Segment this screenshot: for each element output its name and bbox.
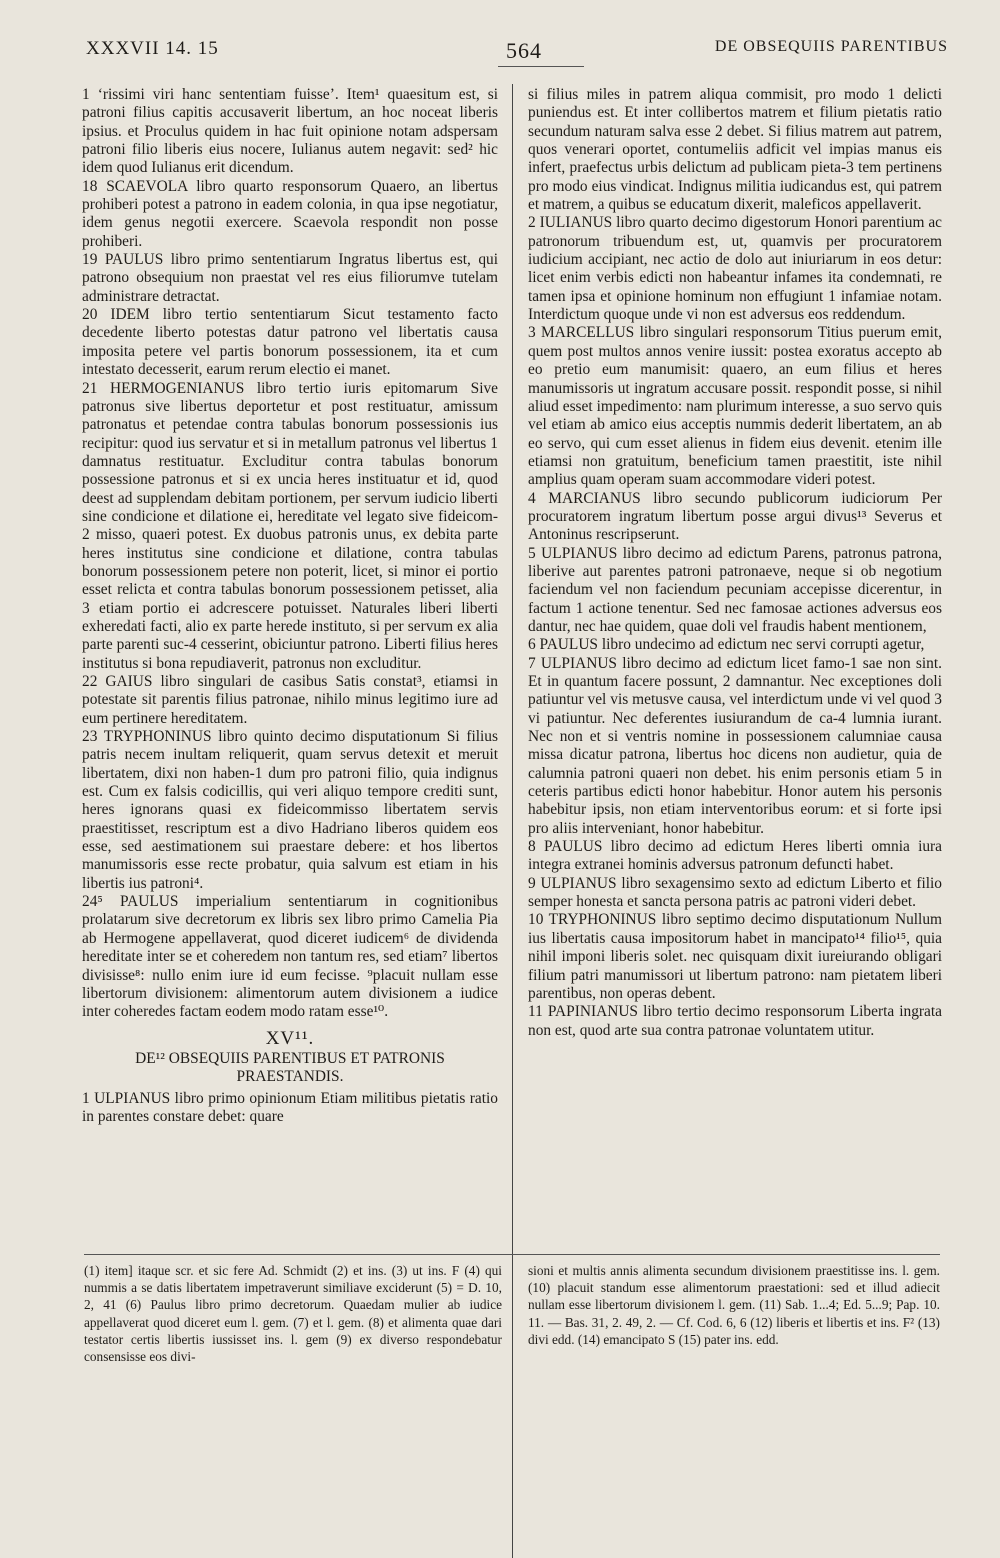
paragraph: 21 HERMOGENIANUS libro tertio iuris epitomarum Sive patronus sive libertus deportetur et post restituatur, amissum patronatus et petendae contra tabulas bonorum possessionis ius recipitur: quod ius servatur et si in metallum patronus vel libertus 1 damnatus restituatur. Excluditur contra tabulas bonorum possessione patronus et si ex uncia heres instituatur et id, quod deest ad supplendam debitam portionem, per servum iudicio liberti sine condicione et dilatione ei, hereditate vel legato sive fideicom-2 misso, quaeri potest. Ex duobus patronis unus, ex debita parte heres institutus sine condicione et dilatione, contra tabulas bonorum possessionem petere non poterit, licet, si minor ei portio esset relicta et contra tabulas bonorum possessionem petisset, alia 3 etiam portio ei adcrescere potuisset. Naturales liberi liberti exheredati facti, alio ex parte herede instituto, si per servum ex alia parte parenti suc-4 cesserint, obiciuntur patrono. Liberti filius heres institutus si bona repudiaverit, patronus non excluditur. <box>82 379 498 672</box>
paragraph: 18 SCAEVOLA libro quarto responsorum Quaero, an libertus prohiberi potest a patrono in eadem colonia, in qua ipse negotiatur, idem genus negotii exercere. Scaevola respondit non posse prohiberi. <box>82 177 498 250</box>
paragraph: si filius miles in patrem aliqua commisit, pro modo 1 delicti puniendus est. Et inter collibertos matrem et filium pietatis ratio secundum naturam salva esse 2 debet. Si filius matrem aut patrem, quos venerari oportet, contumeliis adficit vel impias manus eis infert, praefectus urbis delictum ad publicam pieta-3 tem pertinens pro modo eius vindicat. Indignus militia iudicandus est, qui patrem et matrem, a quibus se educatum dixerit, maleficos appellaverit. <box>528 86 942 214</box>
right-column <box>528 86 942 1040</box>
paragraph: 1 ‘rissimi viri hanc sententiam fuisse’. Item¹ quaesitum est, si patroni filius capitis accusaverit libertum, an hoc noceat liberis ipsius. et Proculus quidem in hac fuit opinione notam adspersam patroni filio liberis eius nocere, Iulianus autem negavit: sed² hic idem quod Iulianus erit dicendum. <box>82 86 498 177</box>
footnotes-left <box>84 1262 502 1365</box>
section-subtitle: DE¹² OBSEQUIIS PARENTIBUS ET PATRONIS PRAESTANDIS. <box>135 1049 445 1085</box>
footnote-rule <box>84 1254 940 1255</box>
paragraph: 7 ULPIANUS libro decimo ad edictum licet famo-1 sae non sint. Et in quantum facere possunt, 2 damnantur. Nec exceptiones doli patiuntur vel vis metusve causa, vel interdictum unde vi vel quod 3 vi patiuntur. Nec deferentes iusiurandum de ca-4 lumnia iurant. Nec non et si ventris nomine in possessionem calumniae causa missa dicatur patrona, libertus hoc dicens non audietur, quia de calumnia patroni quaeri non debet. his enim personis etiam 5 in ceteris partibus edicti honor habebitur. Honor autem his personis habebitur ipsis, non etiam interventoribus eorum: et si forte ipsi pro aliis interveniant, honor habebitur. <box>528 654 942 837</box>
section-title: XV¹¹. <box>265 1027 315 1049</box>
left-column <box>82 86 498 1127</box>
paragraph: 24⁵ PAULUS imperialium sententiarum in cognitionibus prolatarum sive decretorum ex libris sex libro primo Camelia Pia ab Hermogene appellaverat, quod diceret iudicem⁶ de dividenda hereditate inter se et coheredem non tantum res, sed etiam⁷ libertos divisisse⁸: nullo enim iure id eum fecisse. ⁹placuit nullam esse libertorum divisionem: alimentorum autem divisionem a iudice inter coheredes factam eodem modo ratam esse¹⁰. <box>82 893 498 1021</box>
header-rule <box>498 66 584 67</box>
running-head-left: XXXVII 14. 15 <box>86 38 219 59</box>
paragraph: 5 ULPIANUS libro decimo ad edictum Parens, patronus patrona, liberive aut parentes patroni patronaeve, neque si ob negotium faciendum vel non faciendum pecuniam accepisse dicerentur, in factum 1 actione tenentur. Sed nec famosae actiones adversus eos dantur, nec hae quidem, quae doli vel fraudis habent mentionem, <box>528 544 942 635</box>
page-number: 564 <box>506 38 542 63</box>
paragraph: 23 TRYPHONINUS libro quinto decimo disputationum Si filius patris necem inultam reliquerit, quam servus detexit et meruit libertatem, dixi non haben-1 dum pro patroni filio, quia indignus est. Cum ex falsis codicillis, qui veri aliquo tempore crediti sunt, heres ignorans quasi ex fideicommisso libertatem servis praestitisset, rescriptum est a divo Hadriano liberos quidem eos esse, sed aestimationem sui praestare debere: et hos libertos manumissoris esse recte probatur, quia salvum est etiam in his libertis ius patroni⁴. <box>82 728 498 892</box>
paragraph: 1 ULPIANUS libro primo opinionum Etiam militibus pietatis ratio in parentes constare debet: quare <box>82 1089 498 1126</box>
paragraph: 9 ULPIANUS libro sexagensimo sexto ad edictum Liberto et filio semper honesta et sancta persona patris ac patroni videri debet. <box>528 874 942 911</box>
footnotes-right <box>528 1262 940 1348</box>
paragraph: 19 PAULUS libro primo sententiarum Ingratus libertus est, qui patrono obsequium non praestat vel res eius filiorumve tutelam administrare detractat. <box>82 251 498 305</box>
paragraph: 2 IULIANUS libro quarto decimo digestorum Honori parentium ac patronorum tribuendum est, ut, quamvis per procuratorem iudicium accipiant, nec actio de dolo aut iniuriarum in eos detur: licet enim verbis edicti non habeantur infames ita condemnati, re tamen ipsa et opinione hominum non effugiunt 1 infamiae notam. Interdictum quoque unde vi non est adversus eos reddendum. <box>528 214 942 324</box>
paragraph: 4 MARCIANUS libro secundo publicorum iudiciorum Per procuratorem ingratum libertum posse argui divus¹³ Severus et Antoninus rescripserunt. <box>528 489 942 544</box>
paragraph: 20 IDEM libro tertio sententiarum Sicut testamento facto decedente liberto potestas datur patrono vel libertatis causa imposita petere vel partis bonorum possessionem, ita et cum intestato decesserit, earum rerum electio ei manet. <box>82 306 498 379</box>
paragraph: 6 PAULUS libro undecimo ad edictum nec servi corrupti agetur, <box>528 636 925 654</box>
footnote-divider <box>512 1258 513 1428</box>
paragraph: 22 GAIUS libro singulari de casibus Satis constat³, etiamsi in potestate sit parentis filius patronae, nihilo minus legitimo iure ad eum pertinere hereditatem. <box>82 673 498 727</box>
paragraph: 10 TRYPHONINUS libro septimo decimo disputationum Nullum ius libertatis causa impositorum habet in mancipato¹⁴ filio¹⁵, quia nihil imponi liberis solet. nec quisquam dixit iureiurando obligari filium patri manumissori ut libertum patrono: nam pietatem liberi parentibus, non operas debent. <box>528 911 942 1002</box>
paragraph: 3 MARCELLUS libro singulari responsorum Titius puerum emit, quem post multos annos venire iussit: postea exoratus accepto ab eo pretio eum manumisit: quaero, an eum filius et heres manumissoris ut ingratum accusare possit. respondit posse, si nihil aliud esset impedimento: nam plurimum interesse, a suo servo quis vel etiam ab amico eius acceptis nummis dederit libertatem, an ab eo servo, qui cum esset alienus in fidem eius devenit. etenim ille etiamsi non gratuitum, beneficium tamen praestitit, iste nihil amplius quam operam suam accommodare videri potest. <box>528 324 942 489</box>
footnote-text: (1) item] itaque scr. et sic fere Ad. Schmidt (2) et ins. (3) ut ins. F (4) qui nummis a se datis libertatem impetraverunt similiave exciderunt (5) = D. 10, 2, 41 (6) Paulus libro primo decretorum. Quaedam mulier ab iudice appellaverat quod diceret eum l. gem. (7) et l. gem. (8) et alimenta quae dari testator certis libertis iussisset ins. l. gem (9) ex diverso respondebatur consensisse eos divi- <box>84 1263 502 1365</box>
running-head-right: DE OBSEQUIIS PARENTIBUS <box>714 38 948 55</box>
paragraph: 8 PAULUS libro decimo ad edictum Heres liberti omnia iura integra extranei hominis adversus patronum defuncti habet. <box>528 838 942 874</box>
paragraph: 11 PAPINIANUS libro tertio decimo responsorum Liberta ingrata non est, quod arte sua contra patronae voluntatem utitur. <box>528 1003 942 1039</box>
footnote-text: sioni et multis annis alimenta secundum divisionem praestitisse ins. l. gem. (10) placuit standum esse alimentorum praestationi: sed et illud adiecit nullam esse libertorum divisionem l. gem. (11) Sab. 1...4; Ed. 5...9; Pap. 10. 11. — Bas. 31, 2. 49, 2. — Cf. Cod. 6, 6 (12) liberis et libertis et ins. F² (13) divi edd. (14) emancipato S (15) pater ins. edd. <box>528 1263 940 1347</box>
